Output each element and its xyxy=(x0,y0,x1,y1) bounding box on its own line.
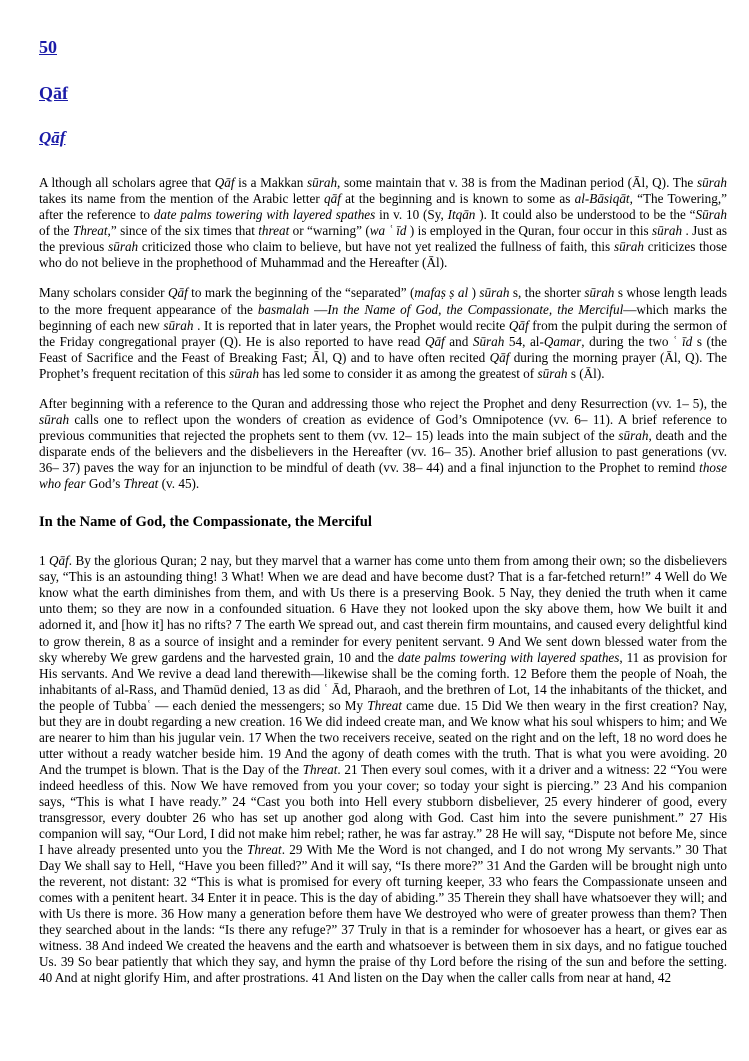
basmalah-section-heading: In the Name of God, the Compassionate, the Merciful xyxy=(39,513,372,530)
intro-paragraph-3: After beginning with a reference to the Quran and addressing those who reject the Prophet and deny Resurrection (vv. 1– 5), the sūrah calls one to reflect upon the wonders of creation as evidence of God’s Omnipotence (vv. 6– 11). A brief reference to previous communities that rejected the prophets sent to them (vv. 12– 15) leads into the main subject of the sūrah, death and the disparate ends of the believers and the disbelievers in the Hereafter (vv. 16– 35). Another brief allusion to past generations (vv. 36– 37) paves the way for an injunction to be mindful of death (vv. 38– 44) and a final injunction to the Prophet to remind those who fear God’s Threat (v. 45). xyxy=(39,395,727,491)
chapter-title-heading: Qāf xyxy=(39,82,68,103)
intro-paragraph-2: Many scholars consider Qāf to mark the beginning of the “separated” (mafaṣ ṣ al ) sūrah s, the shorter sūrah s whose length leads to the more frequent appearance of the basmalah —In the Name of God, the Compassionate, the Merciful—which marks the beginning of each new sūrah . It is reported that in later years, the Prophet would recite Qāf from the pulpit during the sermon of the Friday congregational prayer (Q). He is also reported to have read Qāf and Sūrah 54, al-Qamar, during the two ʿ īd s (the Feast of Sacrifice and the Feast of Breaking Fast; Āl, Q) and to have often recited Qāf during the morning prayer (Āl, Q). The Prophet’s frequent recitation of this sūrah has led some to consider it as among the greatest of sūrah s (Āl). xyxy=(39,285,727,381)
chapter-title-italic-heading: Qāf xyxy=(39,127,66,147)
verse-body-text: 1 Qāf. By the glorious Quran; 2 nay, but they marvel that a warner has come unto them from among their own; so the disbelievers say, “This is an astounding thing! 3 What! When we are dead and have become dust? That is a far-fetched return!” 4 Well do We know what the earth diminishes from them, and with Us there is a preserving Book. 5 Nay, they denied the truth when it came unto them; so they are now in a confounded situation. 6 Have they not looked upon the sky above them, how We built it and adorned it, and [how it] has no rifts? 7 The earth We spread out, and cast therein firm mountains, and caused every delightful kind to grow therein, 8 as a source of insight and a reminder for every penitent servant. 9 And We sent down blessed water from the sky whereby We grew gardens and the harvested grain, 10 and the date palms towering with layered spathes, 11 as provision for His servants. And We revive a dead land therewith—likewise shall be the coming forth. 12 Before them the people of Noah, the inhabitants of al-Rass, and Thamūd denied, 13 as did ʿ Ād, Pharaoh, and the brethren of Lot, 14 the inhabitants of the thicket, and the people of Tubbaʿ — each denied the messengers; so My Threat came due. 15 Did We then weary in the first creation? Nay, but they are in doubt regarding a new creation. 16 We did indeed create man, and We know what his soul whispers to him; and We are nearer to him than his jugular vein. 17 When the two receivers receive, seated on the right and on the left, 18 no word does he utter without a ready watcher beside him. 19 And the agony of death comes with the truth. That is what you were avoiding. 20 And the trumpet is blown. That is the Day of the Threat. 21 Then every soul comes, with it a driver and a witness: 22 “You were indeed heedless of this. Now We have removed from you your cover; so today your sight is piercing.” 23 And his companion says, “This is what I have ready.” 24 “Cast you both into Hell every stubborn disbeliever, 25 every hinderer of good, every transgressor, every doubter 26 who has set up another god along with God. Cast him into the severe punishment.” 27 His companion will say, “Our Lord, I did not make him rebel; rather, he was far astray.” 28 He will say, “Dispute not before Me, since I have already presented unto you the Threat. 29 With Me the Word is not changed, and I do not wrong My servants.” 30 That Day We shall say to Hell, “Have you been filled?” And it will say, “Is there more?” 31 And the Garden will be brought nigh unto the reverent, not distant: 32 “This is what is promised for every oft turning keeper, 33 who fears the Compassionate unseen and comes with a penitent heart. 34 Enter it in peace. This is the day of abiding.” 35 Therein they shall have whatsoever they will; and with Us there is more. 36 How many a generation before them have We destroyed who were of greater prowess than them? Then they searched about in the lands: “Is there any refuge?” 37 Truly in that is a reminder for whosoever has a heart, or gives ear as witness. 38 And indeed We created the heavens and the earth and whatsoever is between them in six days, and no fatigue touched Us. 39 So bear patiently that which they say, and hymn the praise of thy Lord before the rising of the sun and before the setting. 40 And at night glorify Him, and after prostrations. 41 And listen on the Day when the caller calls from near at hand, 42 xyxy=(39,553,728,986)
chapter-number-heading: 50 xyxy=(39,37,57,57)
intro-paragraph-1: A lthough all scholars agree that Qāf is a Makkan sūrah, some maintain that v. 38 is from the Madinan period (Āl, Q). The sūrah takes its name from the mention of the Arabic letter qāf at the beginning and is known to some as al-Bāsiqāt, “The Towering,” after the reference to date palms towering with layered spathes in v. 10 (Sy, Itqān ). It could also be understood to be the “Sūrah of the Threat,” since of the six times that threat or “warning” (wa ʿ īd ) is employed in the Quran, four occur in this sūrah . Just as the previous sūrah criticized those who claim to believe, but have not yet realized the fullness of faith, this sūrah criticizes those who do not believe in the prophethood of Muhammad and the Hereafter (Āl). xyxy=(39,175,728,271)
